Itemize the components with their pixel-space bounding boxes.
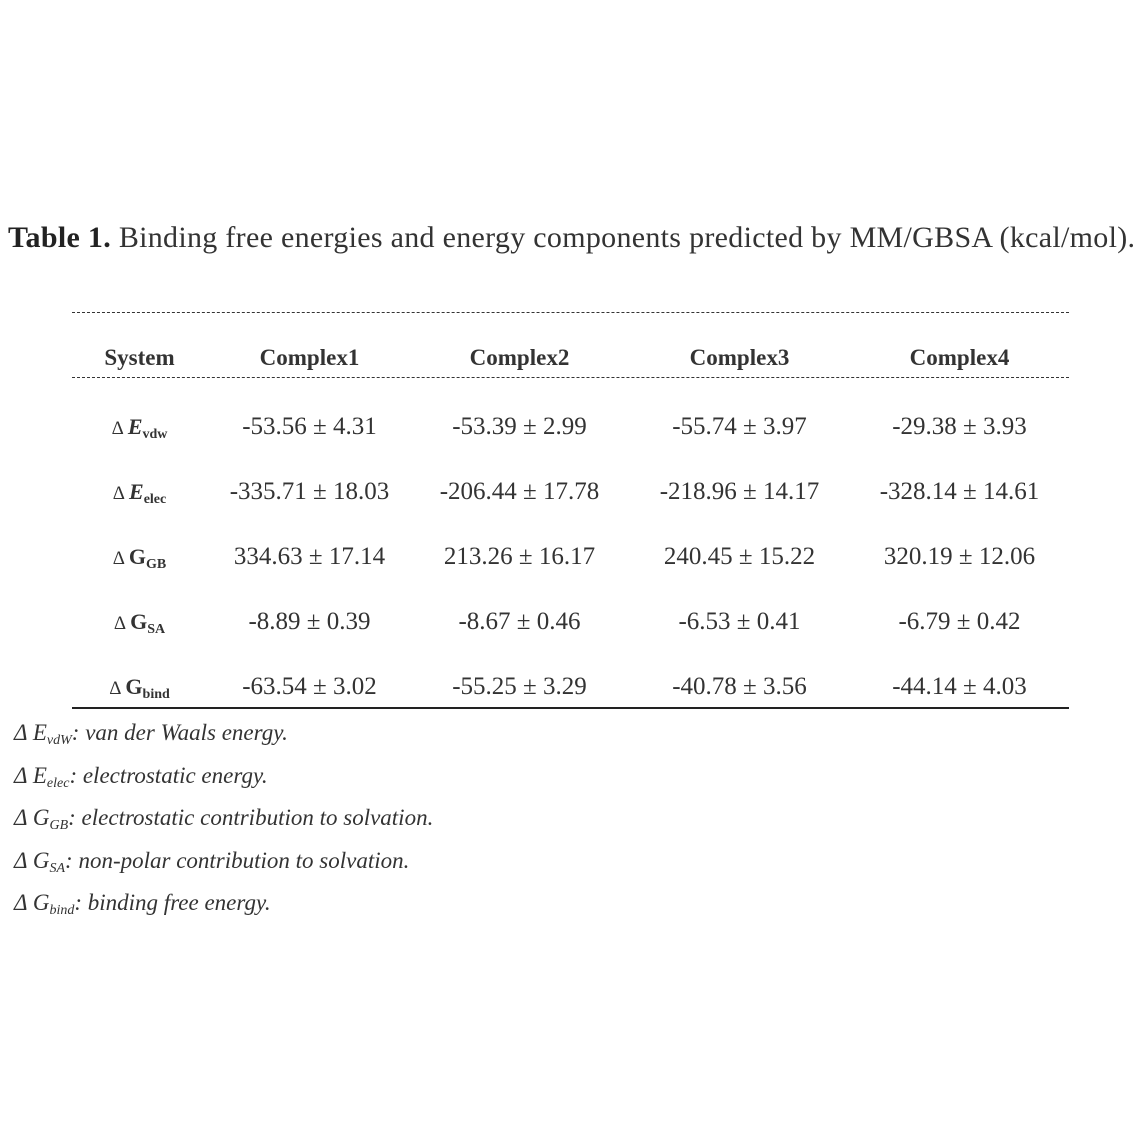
table-cell: -206.44 ± 17.78	[439, 478, 600, 505]
table-cell: -55.25 ± 3.29	[452, 673, 587, 700]
row-subscript: SA	[147, 622, 166, 637]
table-row	[72, 602, 1069, 642]
delta-symbol: Δ	[109, 678, 122, 699]
table-cell: -8.67 ± 0.46	[458, 608, 581, 635]
header-system: System	[104, 345, 175, 370]
footnote-variable: G	[32, 805, 50, 830]
row-label	[72, 537, 207, 577]
delta-symbol: Δ	[14, 890, 28, 915]
footnote-subscript: GB	[49, 818, 69, 833]
row-variable: G	[128, 544, 147, 569]
table-cell: -29.38 ± 3.93	[892, 413, 1027, 440]
footnote-subscript: vdW	[46, 733, 72, 748]
table-label: Table 1.	[8, 221, 111, 254]
footnote-text: : non-polar contribution to solvation.	[65, 847, 410, 873]
bottom-rule	[72, 707, 1069, 709]
table-footnotes	[14, 712, 433, 925]
footnote-variable: E	[32, 720, 47, 745]
table-cell: 240.45 ± 15.22	[663, 543, 816, 570]
row-label	[72, 602, 207, 642]
delta-symbol: Δ	[112, 483, 125, 504]
footnote-subscript: elec	[46, 775, 70, 791]
footnote	[14, 840, 433, 883]
header-complex2: Complex2	[469, 345, 570, 370]
header-complex4: Complex4	[909, 345, 1010, 370]
top-rule	[72, 312, 1069, 313]
header-complex1: Complex1	[259, 345, 360, 370]
table-cell: 213.26 ± 16.17	[443, 543, 596, 570]
row-variable: E	[129, 479, 144, 504]
table-cell: -8.89 ± 0.39	[248, 608, 371, 635]
table-cell: -6.53 ± 0.41	[678, 608, 801, 635]
footnote	[14, 755, 433, 798]
delta-symbol: Δ	[112, 548, 125, 569]
row-label	[72, 667, 207, 707]
row-subscript: GB	[146, 557, 167, 572]
table-header-row	[72, 338, 1069, 378]
table-cell: -335.71 ± 18.03	[229, 478, 390, 505]
delta-symbol: Δ	[14, 805, 28, 830]
table-cell: 320.19 ± 12.06	[883, 543, 1036, 570]
table-cell: -40.78 ± 3.56	[672, 673, 807, 700]
table-row	[72, 472, 1069, 512]
row-label	[72, 472, 207, 512]
row-label	[72, 407, 207, 447]
table-cell: -55.74 ± 3.97	[672, 413, 807, 440]
row-subscript: bind	[142, 687, 170, 702]
footnote-subscript: SA	[49, 860, 66, 876]
row-subscript: elec	[143, 492, 167, 507]
table-cell: 334.63 ± 17.14	[233, 543, 386, 570]
footnote	[14, 712, 433, 755]
header-complex3: Complex3	[689, 345, 790, 370]
footnote-text: : binding free energy.	[74, 890, 271, 915]
caption-text: Binding free energies and energy components predicted by MM/GBSA (kcal/mol).	[118, 221, 1136, 254]
table-cell: -44.14 ± 4.03	[892, 673, 1027, 700]
row-variable: G	[125, 674, 143, 699]
footnote-text: : electrostatic energy.	[69, 762, 268, 788]
table-row	[72, 407, 1069, 447]
table-caption	[8, 212, 1138, 264]
table-row	[72, 537, 1069, 577]
footnote	[14, 797, 433, 840]
table-cell: -6.79 ± 0.42	[898, 608, 1021, 635]
footnote-variable: G	[32, 847, 50, 873]
row-subscript: vdw	[142, 427, 168, 442]
footnote-text: : electrostatic contribution to solvation.	[68, 805, 434, 830]
header-rule	[72, 377, 1069, 378]
delta-symbol: Δ	[14, 720, 28, 745]
row-variable: G	[130, 609, 148, 634]
table-cell: -63.54 ± 3.02	[242, 673, 377, 700]
delta-symbol: Δ	[113, 613, 127, 634]
footnote-subscript: bind	[49, 903, 75, 918]
footnote	[14, 882, 433, 925]
footnote-text: : van der Waals energy.	[71, 720, 288, 745]
footnote-variable: G	[32, 890, 50, 915]
delta-symbol: Δ	[14, 847, 28, 873]
delta-symbol: Δ	[14, 762, 28, 788]
table-cell: -218.96 ± 14.17	[659, 478, 820, 505]
table-cell: -328.14 ± 14.61	[879, 478, 1040, 505]
table-cell: -53.39 ± 2.99	[452, 413, 587, 440]
row-variable: E	[127, 414, 143, 439]
footnote-variable: E	[32, 762, 47, 788]
table-cell: -53.56 ± 4.31	[242, 413, 377, 440]
delta-symbol: Δ	[111, 418, 124, 439]
table-row	[72, 667, 1069, 707]
